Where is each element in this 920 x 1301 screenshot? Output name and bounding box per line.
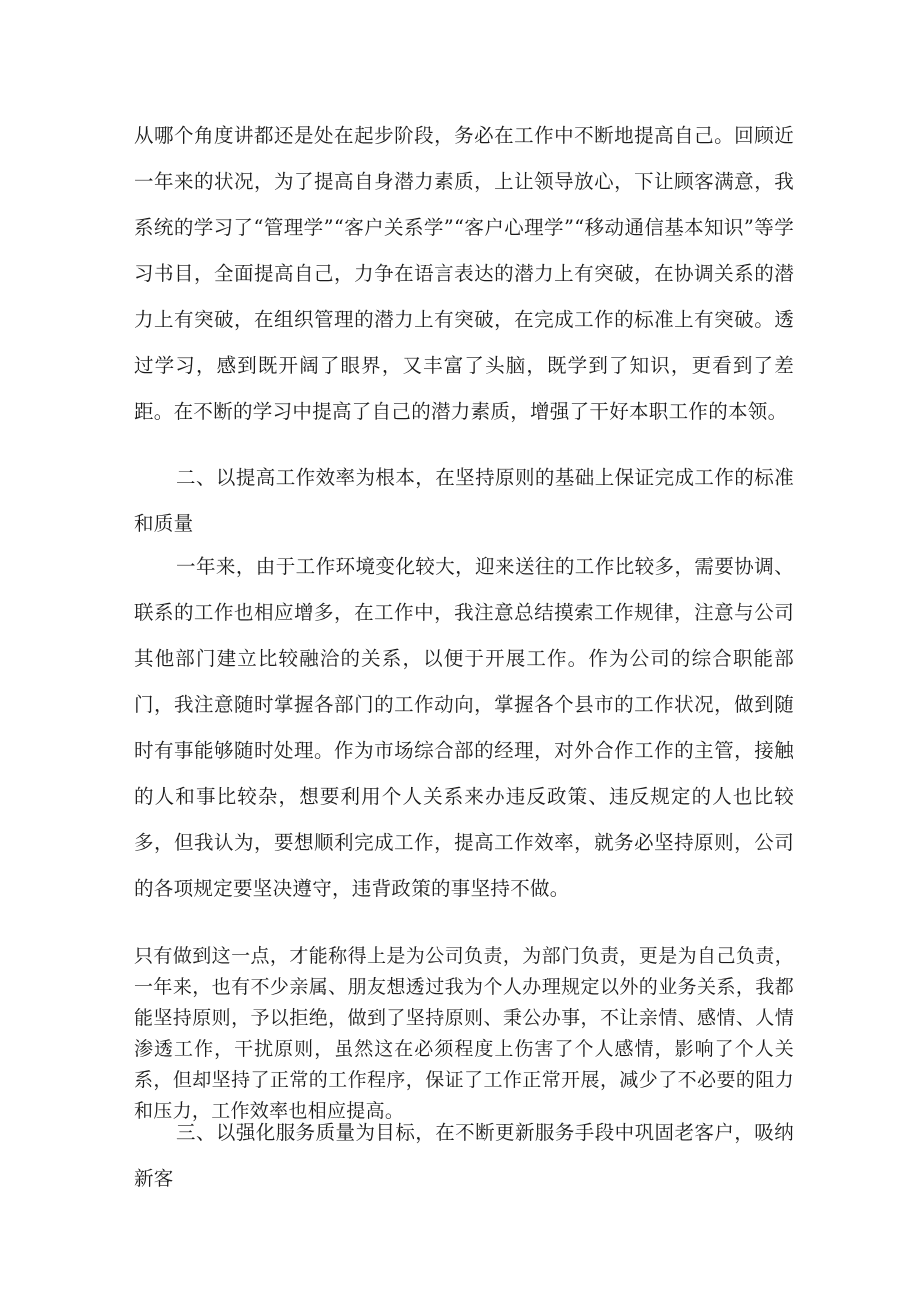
section-heading-two: 二、以提高工作效率为根本，在坚持原则的基础上保证完成工作的标准和质量 bbox=[134, 466, 794, 535]
paragraph-principles: 只有做到这一点，才能称得上是为公司负责，为部门负责，更是为自己负责，一年来，也有不少亲属、朋友想透过我为个人办理规定以外的业务关系，我都能坚持原则，予以拒绝，做到了坚持原则、秉公办事，不让亲情、感情、人情渗透工作，干扰原则，虽然这在必须程度上伤害了个人感情，影响了个人关系，但却坚持了正常的工作程序，保证了工作正常开展，减少了不必要的阻力和压力，工作效率也相应提高。 bbox=[134, 945, 794, 1122]
section-heading-three: 三、以强化服务质量为目标，在不断更新服务手段中巩固老客户，吸纳新客 bbox=[134, 1121, 794, 1190]
paragraph-self-improvement: 从哪个角度讲都还是处在起步阶段，务必在工作中不断地提高自己。回顾近一年来的状况，为了提高自身潜力素质，上让领导放心，下让顾客满意，我系统的学习了“管理学”“客户关系学”“客户心理学”“移动通信基本知识”等学习书目，全面提高自己，力争在语言表达的潜力上有突破，在协调关系的潜力上有突破，在组织管理的潜力上有突破，在完成工作的标准上有突破。透过学习，感到既开阔了眼界，又丰富了头脑，既学到了知识，更看到了差距。在不断的学习中提高了自己的潜力素质，增强了干好本职工作的本领。 bbox=[134, 124, 794, 423]
paragraph-work-efficiency: 一年来，由于工作环境变化较大，迎来送往的工作比较多，需要协调、联系的工作也相应增多，在工作中，我注意总结摸索工作规律，注意与公司其他部门建立比较融洽的关系，以便于开展工作。作为公司的综合职能部门，我注意随时掌握各部门的工作动向，掌握各个县市的工作状况，做到随时有事能够随时处理。作为市场综合部的经理，对外合作工作的主管，接触的人和事比较杂，想要利用个人关系来办违反政策、违反规定的人也比较多，但我认为，要想顺利完成工作，提高工作效率，就务必坚持原则，公司的各项规定要坚决遵守，违背政策的事坚持不做。 bbox=[134, 555, 794, 900]
